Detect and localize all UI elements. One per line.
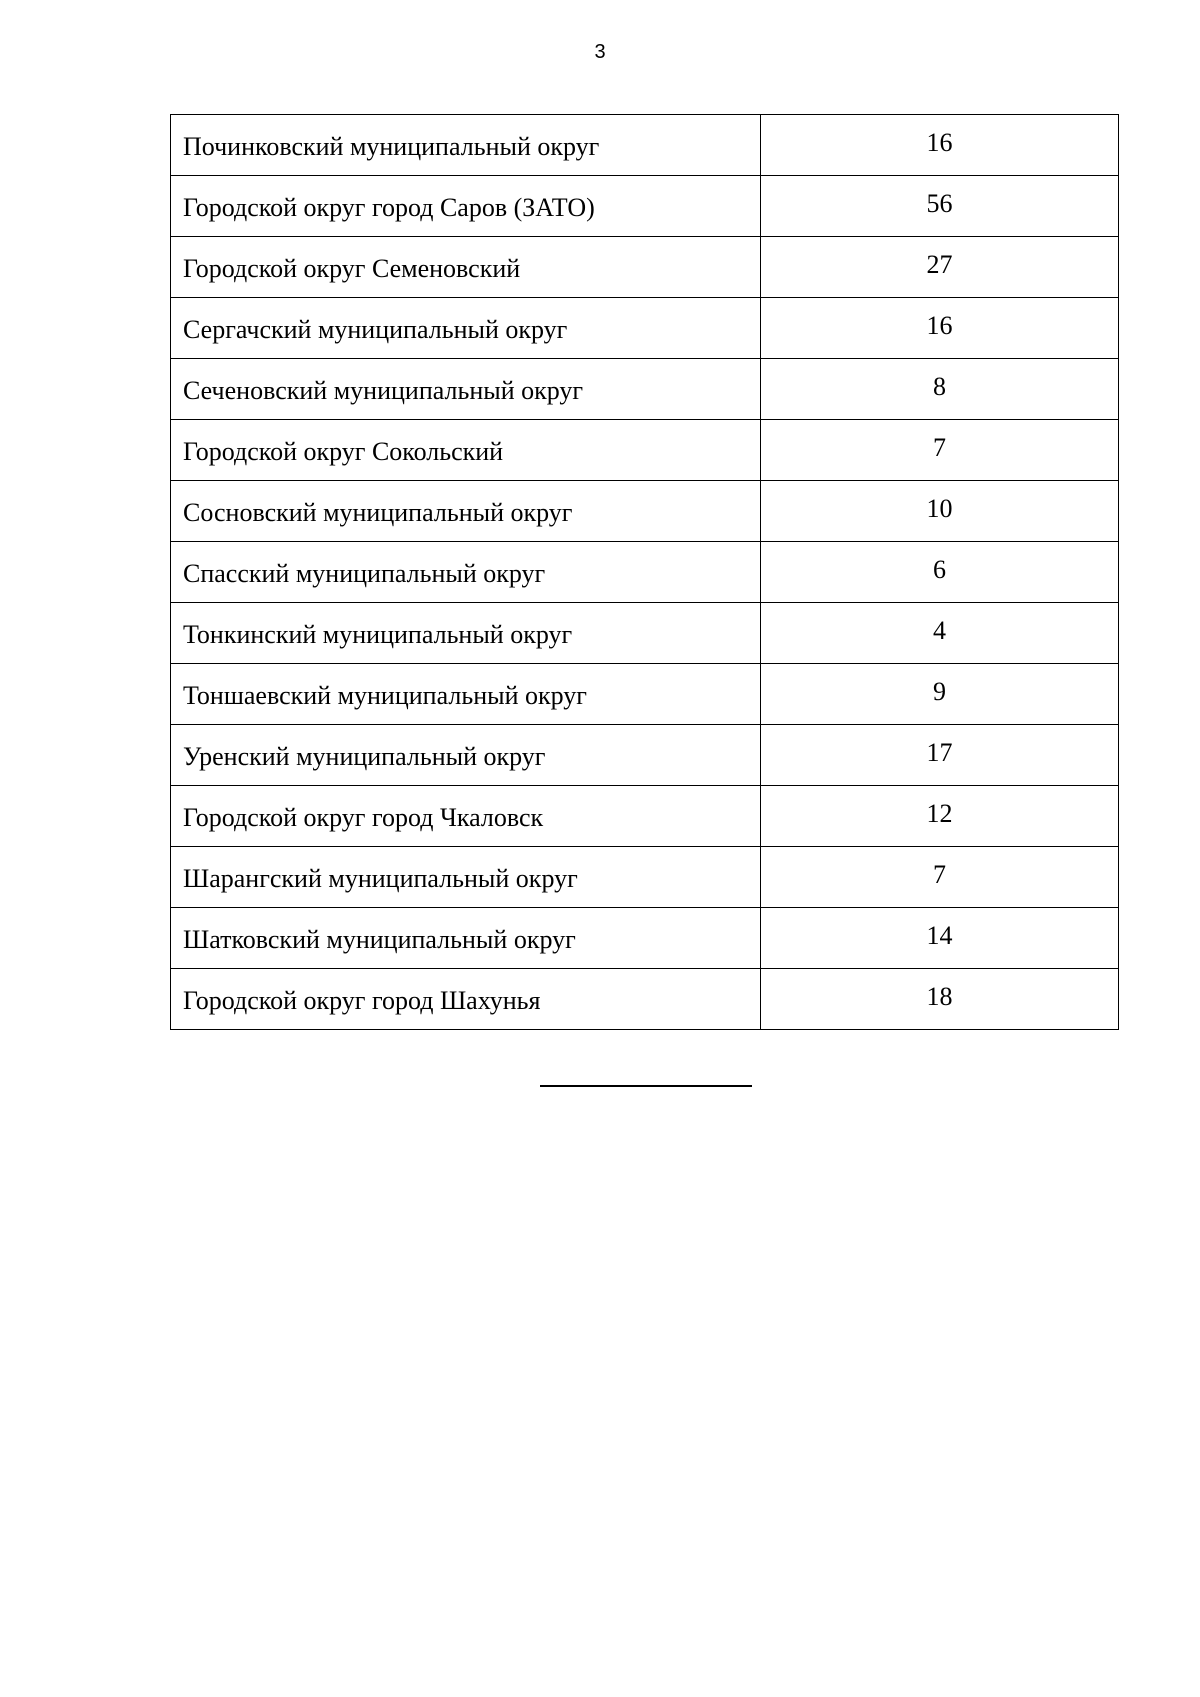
district-name-cell: Городской округ город Шахунья [171, 969, 761, 1030]
table-row [171, 176, 1119, 237]
district-name-cell: Тоншаевский муниципальный округ [171, 664, 761, 725]
district-value-cell: 16 [761, 298, 1119, 359]
table-row [171, 420, 1119, 481]
district-name-cell: Сосновский муниципальный округ [171, 481, 761, 542]
district-value-cell: 18 [761, 969, 1119, 1030]
district-name-cell: Городской округ Семеновский [171, 237, 761, 298]
table-row [171, 237, 1119, 298]
district-value-cell: 10 [761, 481, 1119, 542]
district-name-cell: Тонкинский муниципальный округ [171, 603, 761, 664]
district-value-cell: 7 [761, 847, 1119, 908]
district-value-cell: 4 [761, 603, 1119, 664]
district-value-cell: 16 [761, 115, 1119, 176]
district-name-cell: Спасский муниципальный округ [171, 542, 761, 603]
table-row [171, 359, 1119, 420]
table-row [171, 664, 1119, 725]
closing-divider [540, 1085, 752, 1087]
district-value-cell: 7 [761, 420, 1119, 481]
district-name-cell: Городской округ Сокольский [171, 420, 761, 481]
table-row [171, 908, 1119, 969]
table-row [171, 115, 1119, 176]
district-name-cell: Шатковский муниципальный округ [171, 908, 761, 969]
district-value-cell: 27 [761, 237, 1119, 298]
table-row [171, 725, 1119, 786]
district-name-cell: Шарангский муниципальный округ [171, 847, 761, 908]
district-name-cell: Сергачский муниципальный округ [171, 298, 761, 359]
district-value-cell: 56 [761, 176, 1119, 237]
district-value-cell: 6 [761, 542, 1119, 603]
district-name-cell: Уренский муниципальный округ [171, 725, 761, 786]
table-row [171, 603, 1119, 664]
district-name-cell: Городской округ город Чкаловск [171, 786, 761, 847]
table-row [171, 847, 1119, 908]
table-row [171, 481, 1119, 542]
district-value-cell: 9 [761, 664, 1119, 725]
district-value-cell: 17 [761, 725, 1119, 786]
table-row [171, 969, 1119, 1030]
district-value-cell: 14 [761, 908, 1119, 969]
district-name-cell: Починковский муниципальный округ [171, 115, 761, 176]
table-row [171, 542, 1119, 603]
table-row [171, 786, 1119, 847]
page-number: 3 [594, 41, 606, 63]
district-value-cell: 8 [761, 359, 1119, 420]
district-name-cell: Городской округ город Саров (ЗАТО) [171, 176, 761, 237]
district-value-cell: 12 [761, 786, 1119, 847]
table-row [171, 298, 1119, 359]
district-table [170, 114, 1119, 1030]
district-name-cell: Сеченовский муниципальный округ [171, 359, 761, 420]
